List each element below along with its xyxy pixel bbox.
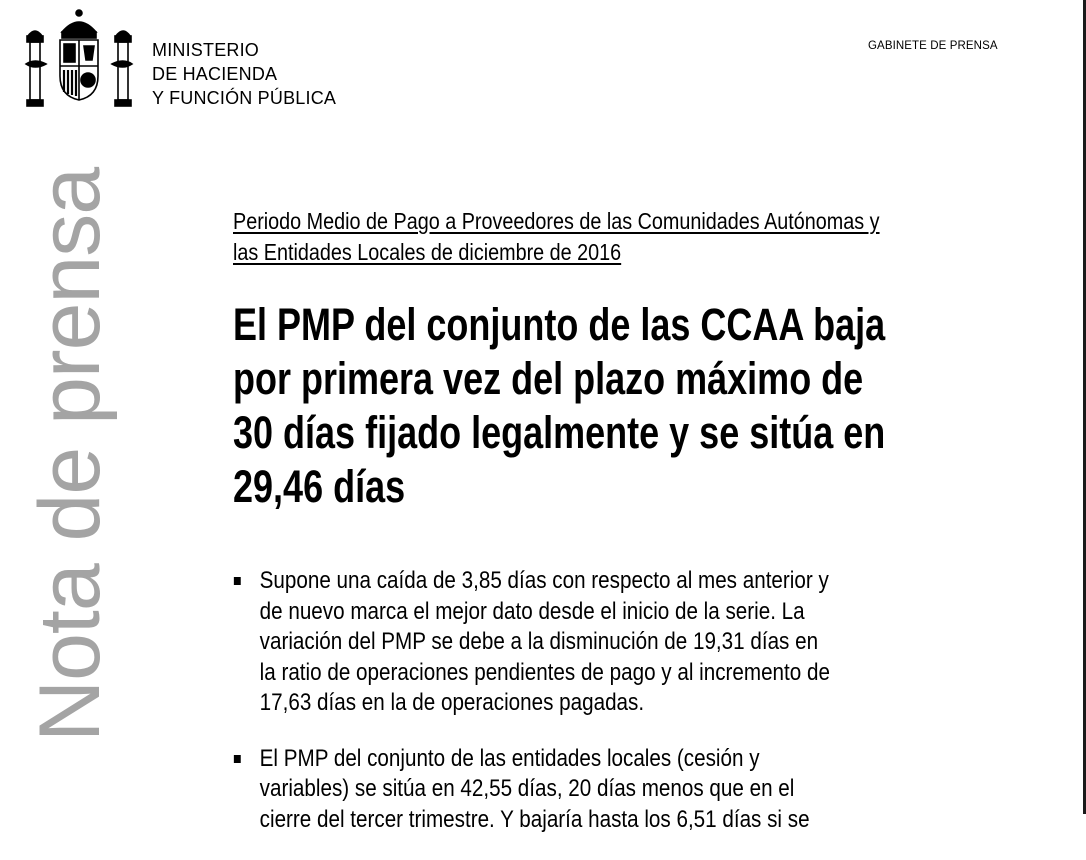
bullet-line: 17,63 días en la de operaciones pagadas. (259, 689, 645, 716)
bullet-item (233, 744, 904, 836)
bullet-line: la ratio de operaciones pendientes de pago y al incremento de (259, 658, 830, 686)
ministry-name (152, 38, 336, 110)
bullet-marker-icon (234, 755, 241, 763)
bullet-marker-icon (234, 577, 241, 585)
bullet-line: cierre del tercer trimestre. Y bajaría hasta los 6,51 días si se (259, 805, 810, 833)
bullet-line: El PMP del conjunto de las entidades locales (cesión y (259, 744, 760, 772)
headline-line-2: por primera vez del plazo máximo de (233, 353, 864, 404)
press-release-label: Nota de prensa (22, 167, 118, 742)
headline (233, 298, 885, 514)
headline-line-4: 29,46 días (233, 461, 406, 512)
bullet-item (233, 566, 904, 719)
ministry-line-1: MINISTERIO (152, 40, 260, 60)
headline-line-1: El PMP del conjunto de las CCAA baja (233, 299, 886, 350)
press-office-label: GABINETE DE PRENSA (868, 40, 998, 52)
subtitle-line-1: Periodo Medio de Pago a Proveedores de las Comunidades Autónomas y (233, 208, 880, 234)
bullet-line: de nuevo marca el mejor dato desde el inicio de la serie. La (259, 597, 805, 625)
subtitle (233, 206, 880, 268)
ministry-line-3: Y FUNCIÓN PÚBLICA (152, 88, 337, 108)
bullet-line: Supone una caída de 3,85 días con respecto al mes anterior y (259, 567, 829, 594)
bullet-line: variables) se sitúa en 42,55 días, 20 días menos que en el (259, 775, 795, 802)
subtitle-line-2: las Entidades Locales de diciembre de 2016 (233, 239, 622, 265)
bullet-line: variación del PMP se debe a la disminución de 19,31 días en (259, 628, 819, 655)
bullet-list (233, 566, 904, 860)
coat-of-arms-icon (24, 4, 134, 114)
headline-line-3: 30 días fijado legalmente y se sitúa en (233, 407, 886, 458)
ministry-line-2: DE HACIENDA (152, 64, 278, 84)
